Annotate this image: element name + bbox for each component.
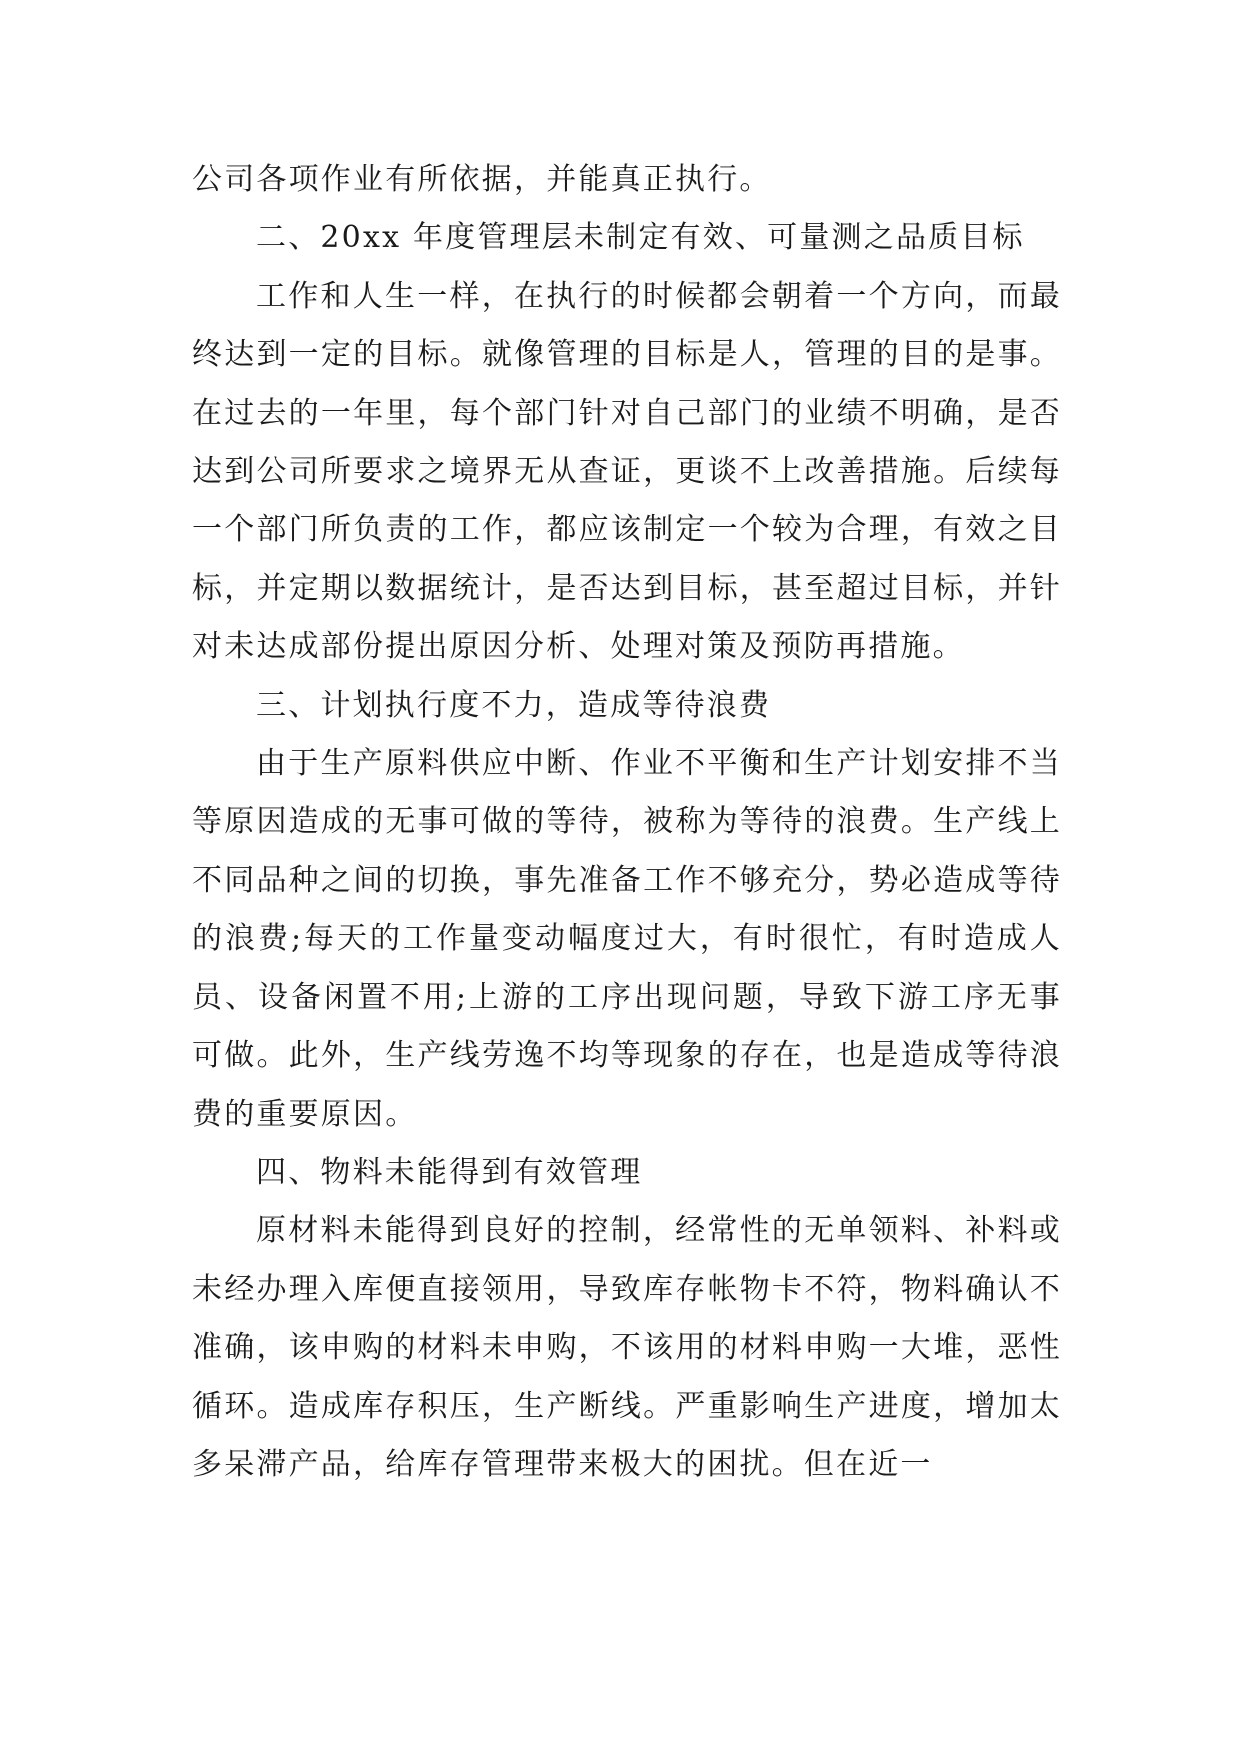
- paragraph-continuation: 公司各项作业有所依据，并能真正执行。: [192, 162, 772, 197]
- document-body: [192, 151, 1062, 1494]
- section-heading-4: 四、物料未能得到有效管理: [256, 1154, 643, 1190]
- paragraph-waiting-waste: 由于生产原料供应中断、作业不平衡和生产计划安排不当等原因造成的无事可做的等待，被称为等待的浪费。生产线上不同品种之间的切换，事先准备工作不够充分，势必造成等待的浪费;每天的工作量变动幅度过大，有时很忙，有时造成人员、设备闲置不用;上游的工序出现问题，导致下游工序无事可做。此外，生产线劳逸不均等现象的存在，也是造成等待浪费的重要原因。: [192, 746, 1062, 1132]
- section-heading-2: 二、20xx 年度管理层未制定有效、可量测之品质目标: [256, 220, 1025, 256]
- section-heading-3: 三、计划执行度不力，造成等待浪费: [256, 687, 772, 723]
- paragraph-material-management: 原材料未能得到良好的控制，经常性的无单领料、补料或未经办理入库便直接领用，导致库存帐物卡不符，物料确认不准确，该申购的材料未申购，不该用的材料申购一大堆，恶性循环。造成库存积压，生产断线。严重影响生产进度，增加太多呆滞产品，给库存管理带来极大的困扰。但在近一: [192, 1213, 1062, 1482]
- paragraph-quality-goals: 工作和人生一样，在执行的时候都会朝着一个方向，而最终达到一定的目标。就像管理的目标是人，管理的目的是事。在过去的一年里，每个部门针对自己部门的业绩不明确，是否达到公司所要求之境界无从查证，更谈不上改善措施。后续每一个部门所负责的工作，都应该制定一个较为合理，有效之目标，并定期以数据统计，是否达到目标，甚至超过目标，并针对未达成部份提出原因分析、处理对策及预防再措施。: [192, 278, 1062, 665]
